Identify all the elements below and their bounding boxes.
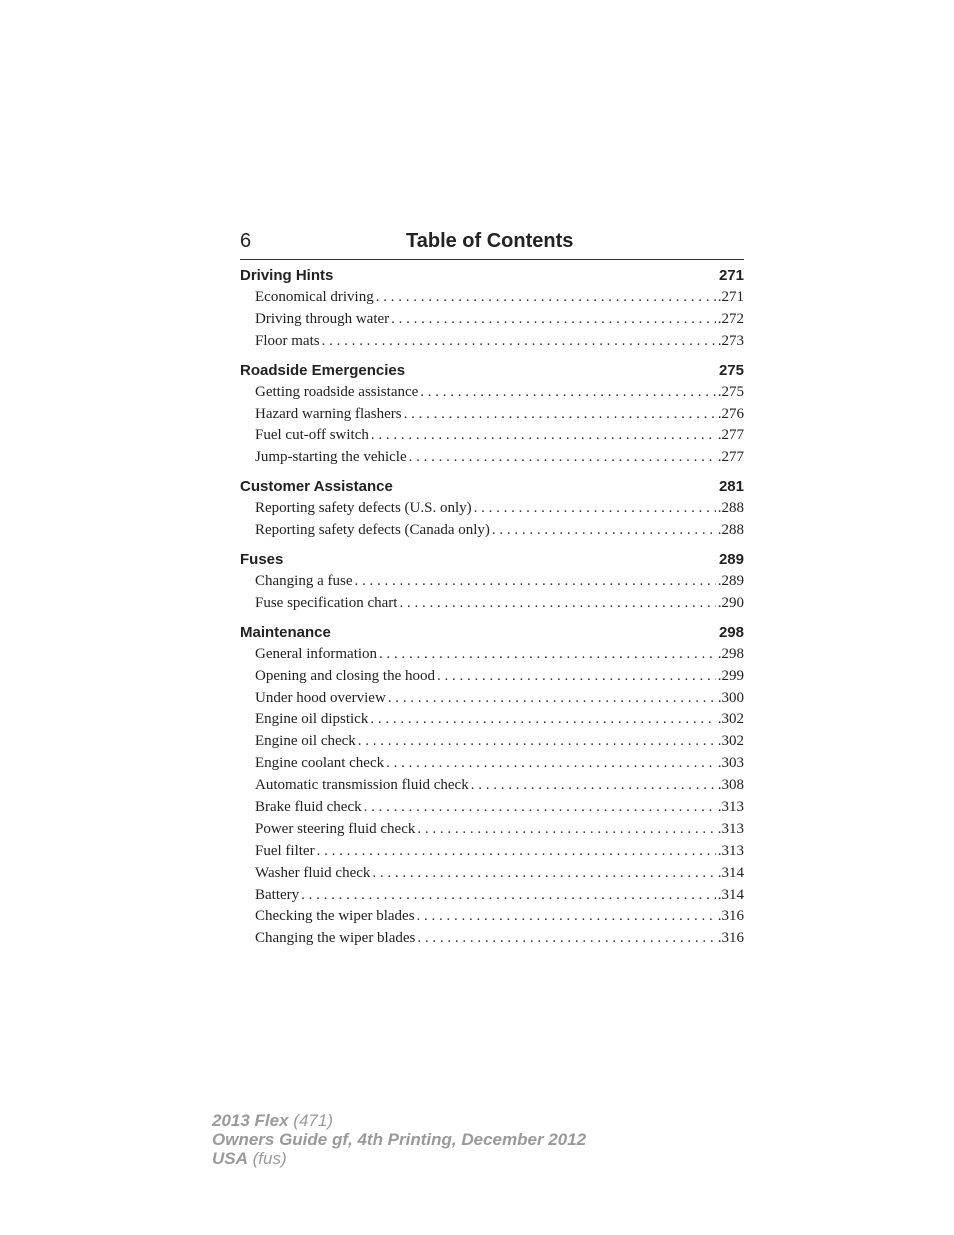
dot-leader [358, 731, 716, 753]
entry-label: Fuel cut-off switch [255, 427, 369, 444]
footer [212, 1111, 586, 1168]
entry-page: .316 [717, 908, 744, 925]
dot-leader [364, 797, 716, 819]
entry-page: .277 [717, 427, 744, 444]
entry-page: .277 [717, 449, 744, 466]
toc-entry[interactable] [240, 593, 744, 615]
toc-entry[interactable] [240, 425, 744, 447]
entry-page: .275 [717, 383, 744, 400]
entry-page: .272 [717, 310, 744, 327]
dot-leader [370, 709, 715, 731]
dot-leader [471, 775, 716, 797]
section-title: Maintenance [240, 623, 331, 641]
entry-label: Fuse specification chart [255, 594, 398, 611]
entry-page: .313 [717, 820, 744, 837]
dot-leader [391, 309, 716, 331]
toc-entry[interactable] [240, 382, 744, 404]
entry-label: Engine coolant check [255, 755, 385, 772]
entry-label: Jump-starting the vehicle [255, 449, 407, 466]
entry-page: .302 [717, 733, 744, 750]
toc-entry[interactable] [240, 498, 744, 520]
toc-section [240, 622, 744, 950]
entry-label: Hazard warning flashers [255, 405, 402, 422]
dot-leader [417, 906, 716, 928]
dot-leader [301, 885, 716, 907]
dot-leader [354, 571, 715, 593]
toc-section-heading[interactable] [240, 549, 744, 571]
dot-leader [379, 644, 716, 666]
entry-label: Getting roadside assistance [255, 383, 419, 400]
entry-page: .288 [717, 522, 744, 539]
dot-leader [376, 287, 716, 309]
footer-line-3 [212, 1149, 586, 1168]
footer-region-code: (fus) [252, 1149, 287, 1168]
footer-model-code: (471) [293, 1111, 333, 1130]
entry-label: Economical driving [255, 289, 374, 305]
entry-page: .314 [717, 886, 744, 903]
toc-entry[interactable] [240, 404, 744, 426]
toc-entry[interactable] [240, 644, 744, 666]
section-page: 281 [718, 478, 744, 496]
section-title: Roadside Emergencies [240, 361, 406, 379]
entry-label: Under hood overview [255, 689, 386, 706]
page-title: Table of Contents [406, 230, 574, 252]
toc-entry[interactable] [240, 520, 744, 542]
section-page: 298 [718, 623, 744, 641]
entry-label: Fuel filter [255, 842, 315, 859]
entry-label: Automatic transmission fluid check [255, 777, 469, 794]
entry-label: Opening and closing the hood [255, 667, 435, 684]
toc-entry[interactable] [240, 688, 744, 710]
dot-leader [420, 382, 715, 404]
page-header [240, 228, 744, 260]
entry-page: .314 [717, 864, 744, 881]
toc-entry[interactable] [240, 841, 744, 863]
entry-label: Reporting safety defects (Canada only) [255, 522, 490, 539]
section-page: 275 [718, 361, 744, 379]
footer-line-1 [212, 1111, 586, 1130]
entry-label: Engine oil dipstick [255, 711, 369, 728]
toc-entry[interactable] [240, 819, 744, 841]
section-page: 289 [718, 551, 744, 569]
entry-label: Reporting safety defects (U.S. only) [255, 500, 472, 517]
entry-label: Driving through water [255, 310, 390, 327]
table-of-contents [240, 265, 744, 957]
section-title: Customer Assistance [240, 478, 393, 496]
entry-page: .302 [717, 711, 744, 728]
dot-leader [437, 666, 716, 688]
entry-page: .313 [717, 799, 744, 816]
entry-label: Battery [255, 886, 300, 903]
entry-page: .300 [717, 689, 744, 706]
entry-page: .289 [717, 573, 744, 590]
dot-leader [388, 688, 716, 710]
section-title: Driving Hints [240, 267, 334, 284]
section-page: 271 [718, 267, 744, 284]
dot-leader [322, 331, 716, 353]
toc-entry[interactable] [240, 287, 744, 309]
toc-section-heading[interactable] [240, 476, 744, 498]
entry-page: .299 [717, 667, 744, 684]
footer-line-2: Owners Guide gf, 4th Printing, December 2012 [212, 1130, 587, 1149]
entry-label: Engine oil check [255, 733, 356, 750]
toc-section-heading[interactable] [240, 360, 744, 382]
toc-section-heading[interactable] [240, 622, 744, 644]
entry-label: Power steering fluid check [255, 820, 416, 837]
entry-label: Brake fluid check [255, 799, 362, 816]
page-number: 6 [240, 230, 252, 252]
dot-leader [417, 819, 715, 841]
toc-entry[interactable] [240, 309, 744, 331]
entry-label: Checking the wiper blades [255, 908, 415, 925]
entry-label: Floor mats [255, 332, 320, 349]
toc-entry[interactable] [240, 447, 744, 469]
entry-page: .308 [717, 777, 744, 794]
entry-page: .316 [717, 930, 744, 947]
toc-entry[interactable] [240, 666, 744, 688]
entry-page: .271 [717, 289, 744, 305]
entry-label: Changing a fuse [255, 573, 353, 590]
dot-leader [371, 425, 716, 447]
toc-entry[interactable] [240, 731, 744, 753]
dot-leader [399, 593, 715, 615]
toc-entry[interactable] [240, 797, 744, 819]
entry-label: General information [255, 645, 378, 662]
dot-leader [417, 928, 715, 950]
footer-model: 2013 Flex [212, 1111, 289, 1130]
toc-entry[interactable] [240, 906, 744, 928]
dot-leader [474, 498, 716, 520]
toc-entry[interactable] [240, 863, 744, 885]
toc-entry[interactable] [240, 571, 744, 593]
entry-page: .290 [717, 594, 744, 611]
entry-page: .303 [717, 755, 744, 772]
toc-section [240, 476, 744, 542]
toc-section [240, 549, 744, 615]
toc-entry[interactable] [240, 753, 744, 775]
footer-region: USA [212, 1149, 248, 1168]
dot-leader [372, 863, 715, 885]
toc-entry[interactable] [240, 775, 744, 797]
entry-page: .298 [717, 645, 744, 662]
toc-entry[interactable] [240, 928, 744, 950]
entry-label: Washer fluid check [255, 864, 371, 881]
toc-section [240, 265, 744, 353]
entry-page: .288 [717, 500, 744, 517]
toc-entry[interactable] [240, 885, 744, 907]
dot-leader [492, 520, 716, 542]
toc-entry[interactable] [240, 709, 744, 731]
dot-leader [409, 447, 716, 469]
entry-page: .276 [717, 405, 744, 422]
toc-section-heading[interactable] [240, 265, 744, 287]
dot-leader [404, 404, 716, 426]
section-title: Fuses [240, 551, 284, 569]
entry-label: Changing the wiper blades [255, 930, 416, 947]
entry-page: .273 [717, 332, 744, 349]
toc-entry[interactable] [240, 331, 744, 353]
dot-leader [386, 753, 716, 775]
toc-section [240, 360, 744, 470]
entry-page: .313 [717, 842, 744, 859]
dot-leader [317, 841, 716, 863]
